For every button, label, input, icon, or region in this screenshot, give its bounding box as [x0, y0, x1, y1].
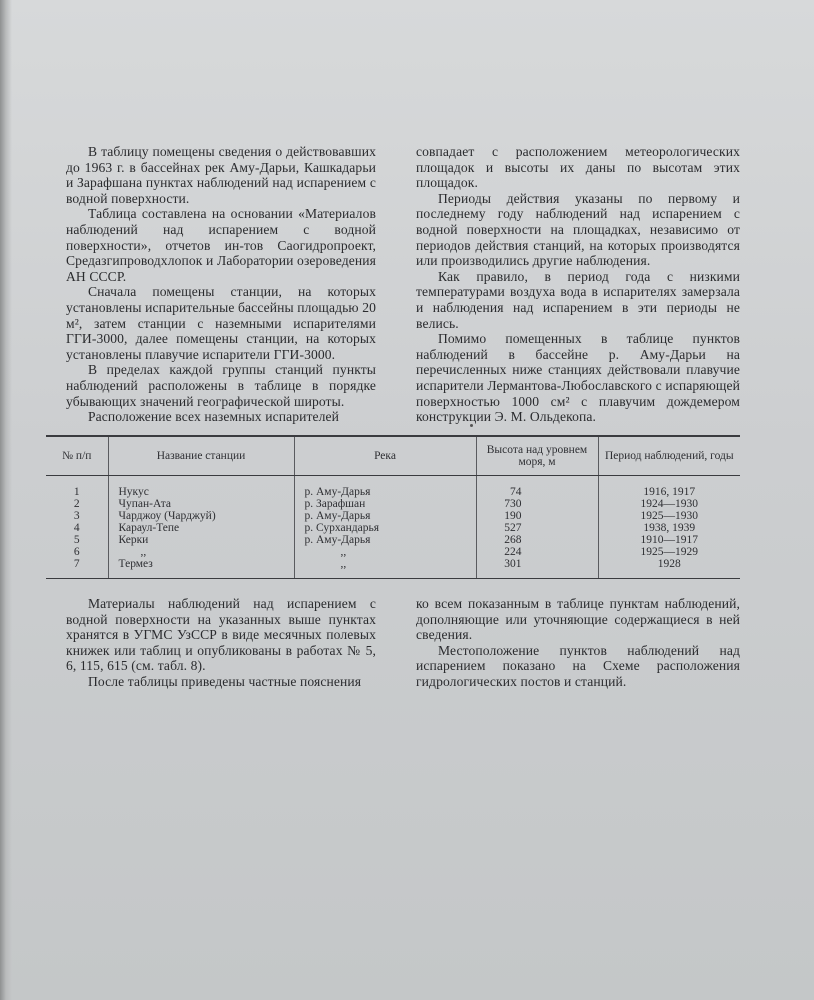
paragraph: Сначала помещены станции, на которых установлены испарительные бассейны площадью 20 м², затем станции с наземными испарителями ГГИ-3000, далее помещены станции, на которых установлены плавучие испарители ГГИ-3000. [66, 284, 376, 362]
text-column-bottom-left [66, 596, 376, 690]
header-river: Река [294, 436, 476, 476]
cell-period: 1910—1917 [598, 534, 740, 546]
cell-altitude: 527 [476, 522, 598, 534]
cell-period: 1916, 1917 [598, 486, 740, 498]
cell-period: 1938, 1939 [598, 522, 740, 534]
paragraph: Материалы наблюдений над испарением с водной поверхности на указанных выше пунктах хранятся в УГМС УзССР в виде месячных полевых книжек или таблиц и опубликованы в работах № 5, 6, 115, 615 (см. табл. 8). [66, 596, 376, 674]
cell-river: р. Аму-Дарья [294, 510, 476, 522]
table-row [46, 510, 740, 522]
cell-altitude: 301 [476, 558, 598, 579]
cell-river: ,, [294, 558, 476, 579]
table-row [46, 558, 740, 579]
cell-station: Керки [108, 534, 294, 546]
table-row [46, 486, 740, 498]
stations-table [46, 435, 740, 579]
table-row [46, 546, 740, 558]
cell-num: 2 [73, 498, 80, 510]
cell-num: 6 [73, 546, 80, 558]
paragraph: Таблица составлена на основании «Материалов наблюдений над испарением с водной поверхности», отчетов ин-тов Саогидропроект, Средазгипроводхлопок и Лаборатории озероведения АН СССР. [66, 206, 376, 284]
header-altitude: Высота над уровнем моря, м [476, 436, 598, 476]
paragraph: Расположение всех наземных испарителей [88, 409, 340, 425]
cell-station: Термез [108, 558, 294, 579]
text-column-bottom-right [416, 596, 740, 690]
cell-altitude: 268 [476, 534, 598, 546]
cell-river: р. Аму-Дарья [294, 486, 476, 498]
paragraph: Периоды действия указаны по первому и последнему году наблюдений над испарением с водной поверхности на площадках, независимо от периодов действия станций, на которых производятся или производились другие наблюдения. [416, 190, 740, 269]
cell-station: ,, [108, 546, 294, 558]
cell-altitude: 190 [476, 510, 598, 522]
paragraph: Как правило, в период года с низкими температурами воздуха вода в испарителях замерзала и наблюдения над испарением в эти периоды не велись. [416, 268, 740, 331]
cell-num: 7 [46, 558, 108, 579]
cell-period: 1924—1930 [598, 498, 740, 510]
cell-station: Чарджоу (Чарджуй) [108, 510, 294, 522]
cell-river: р. Зарафшан [294, 498, 476, 510]
page-gutter-shadow [0, 0, 12, 1000]
cell-river: р. Сурхандарья [294, 522, 476, 534]
paragraph: После таблицы приведены частные пояснения [88, 673, 362, 689]
paragraph: Местоположение пунктов наблюдений над испарением показано на Схеме расположения гидрологических постов и станций. [416, 642, 740, 689]
cell-river: р. Аму-Дарья [294, 534, 476, 546]
paragraph: ко всем показанным в таблице пунктам наблюдений, дополняющие или уточняющие содержащиеся в ней сведения. [416, 596, 740, 643]
paragraph: В пределах каждой группы станций пункты наблюдений расположены в таблице в порядке убывающих значений географической широты. [66, 362, 376, 409]
header-station-name: Название станции [108, 436, 294, 476]
cell-num: 4 [73, 522, 80, 534]
text-column-top-right [416, 144, 740, 425]
cell-num: 3 [73, 510, 80, 522]
cell-altitude: 74 [476, 486, 598, 498]
paper-speck [470, 424, 473, 427]
paragraph: В таблицу помещены сведения о действовавших до 1963 г. в бассейнах рек Аму-Дарьи, Кашкадарьи и Зарафшана пунктах наблюдений над испарением с водной поверхности. [66, 144, 376, 206]
cell-period: 1928 [598, 558, 740, 579]
cell-river: ,, [294, 546, 476, 558]
cell-num: 1 [73, 486, 80, 498]
cell-altitude: 730 [476, 498, 598, 510]
text-column-top-left [66, 144, 376, 425]
table-header-row [46, 436, 740, 476]
cell-station: Чупан-Ата [108, 498, 294, 510]
cell-period: 1925—1929 [598, 546, 740, 558]
header-period: Период наблюдений, годы [598, 436, 740, 476]
paragraph: совпадает с расположением метеорологических площадок и высоты их даны по высотам этих площадок. [416, 144, 740, 191]
table-row [46, 498, 740, 510]
table-row [46, 522, 740, 534]
cell-station: Караул-Тепе [108, 522, 294, 534]
cell-station: Нукус [108, 486, 294, 498]
paragraph: Помимо помещенных в таблице пунктов наблюдений в бассейне р. Аму-Дарьи на перечисленных ниже станциях действовали плавучие испарители Лермантова-Любославского с испаряющей поверхностью 1000 см² с плавучим дождемером конструкции Э. М. Ольдекопа. [416, 331, 740, 425]
cell-altitude: 224 [476, 546, 598, 558]
header-num: № п/п [46, 436, 108, 476]
cell-num: 5 [73, 534, 80, 546]
cell-period: 1925—1930 [598, 510, 740, 522]
table-row [46, 534, 740, 546]
